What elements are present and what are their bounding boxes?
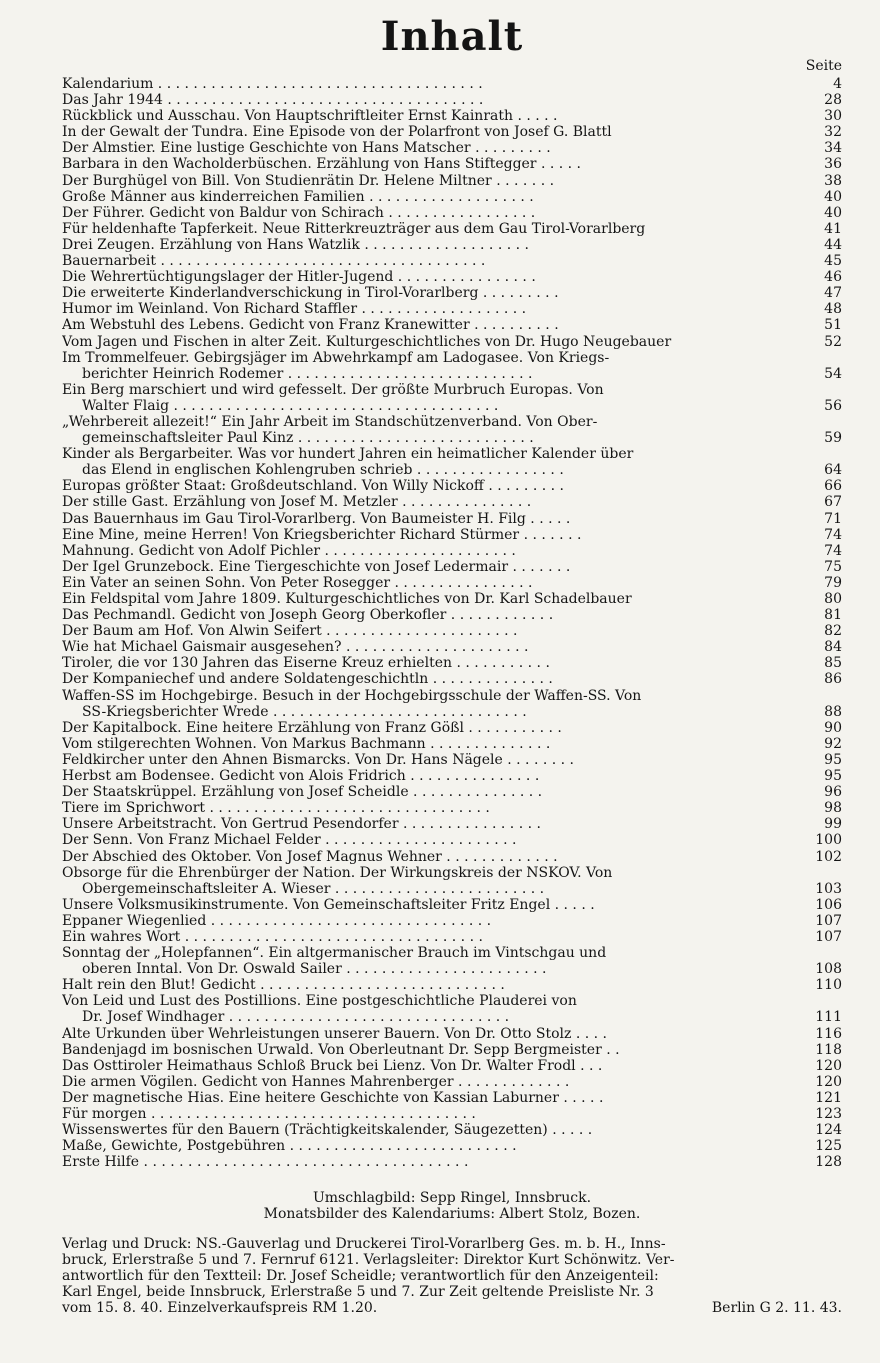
toc-entry: [62, 253, 842, 269]
toc-entry: [62, 591, 842, 607]
toc-entry: [62, 849, 842, 865]
toc-entry: [62, 511, 842, 527]
toc-page-number: 40: [824, 188, 842, 205]
toc-page-number: 128: [815, 1154, 842, 1171]
toc-entry-title: [62, 913, 804, 929]
toc-entry-line: Ein Berg marschiert und wird gefesselt. Der größte Murbruch Europas. Von: [62, 381, 604, 398]
toc-entry-title: [62, 494, 804, 510]
toc-entry-line: Für heldenhafte Tapferkeit. Neue Ritterkreuzträger aus dem Gau Tirol-Vorarlberg: [62, 220, 646, 237]
toc-entry: [62, 1106, 842, 1122]
toc-entry: [62, 156, 842, 172]
toc-entry-title: [62, 527, 804, 543]
toc-entry-line: Dr. Josef Windhager . . . . . . . . . . . . . . . . . . . . . . . . . . . . . . . .: [82, 1009, 510, 1026]
toc-entry: [62, 173, 842, 189]
cover-credits: [62, 1190, 842, 1222]
toc-page-number: 92: [824, 735, 842, 752]
toc-entry-title: [62, 993, 804, 1025]
toc-entry-line: Das Osttiroler Heimathaus Schloß Bruck bei Lienz. Von Dr. Walter Frodl . . .: [62, 1057, 603, 1074]
toc-page-number: 120: [815, 1057, 842, 1074]
toc-entry-line: Der stille Gast. Erzählung von Josef M. Metzler . . . . . . . . . . . . . . .: [62, 494, 532, 511]
imprint: [62, 1236, 842, 1316]
toc-entry-line: Die armen Vögilen. Gedicht von Hannes Mahrenberger . . . . . . . . . . . . .: [62, 1073, 570, 1090]
toc-entry: [62, 1074, 842, 1090]
toc-entry-line: Obsorge für die Ehrenbürger der Nation. Der Wirkungskreis der NSKOV. Von: [62, 864, 613, 881]
toc-entry-title: [62, 752, 804, 768]
toc-page-number: 59: [824, 430, 842, 447]
toc-entry-title: [62, 623, 804, 639]
toc-entry-line: Ein wahres Wort . . . . . . . . . . . . . . . . . . . . . . . . . . . . . . . . . .: [62, 928, 483, 945]
toc-entry: [62, 784, 842, 800]
toc-entry-line: SS-Kriegsberichter Wrede . . . . . . . . . . . . . . . . . . . . . . . . . . . . .: [82, 703, 527, 720]
toc-entry: [62, 285, 842, 301]
toc-page-number: 96: [824, 784, 842, 801]
toc-page-number: 54: [824, 365, 842, 382]
toc-entry-line: Wissenswertes für den Bauern (Trächtigkeitskalender, Säugezetten) . . . . .: [62, 1122, 593, 1139]
toc-entry-line: Eine Mine, meine Herren! Von Kriegsberichter Richard Stürmer . . . . . . .: [62, 526, 582, 543]
page-title: Inhalt: [380, 13, 524, 60]
toc-entry-title: [62, 253, 804, 269]
toc-entry-line: Herbst am Bodensee. Gedicht von Alois Fridrich . . . . . . . . . . . . . . .: [62, 768, 540, 785]
imprint-line: vom 15. 8. 40. Einzelverkaufspreis RM 1.20.: [62, 1300, 378, 1317]
toc-entry: [62, 832, 842, 848]
toc-entry-title: [62, 1122, 804, 1138]
toc-entry-line: Rückblick und Ausschau. Von Hauptschriftleiter Ernst Kainrath . . . . .: [62, 108, 558, 125]
toc-page-number: 107: [815, 928, 842, 945]
toc-page-number: 123: [815, 1106, 842, 1122]
imprint-line: bruck, Erlerstraße 5 und 7. Fernruf 6121. Verlagsleiter: Direktor Kurt Schönwitz. Ver-: [62, 1252, 675, 1269]
toc-entry-title: [62, 945, 804, 977]
toc-entry: [62, 76, 842, 92]
toc-entry: [62, 317, 842, 333]
toc-entry-line: Drei Zeugen. Erzählung von Hans Watzlik . . . . . . . . . . . . . . . . . . .: [62, 236, 529, 253]
toc-page-number: 99: [824, 816, 842, 833]
toc-page-number: 118: [815, 1041, 842, 1058]
toc-page-number: 110: [815, 977, 842, 994]
toc-entry: [62, 301, 842, 317]
toc-entry-title: [62, 205, 804, 221]
toc-entry: [62, 768, 842, 784]
toc-entry: [62, 607, 842, 623]
toc-entry-line: Bandenjagd im bosnischen Urwald. Von Oberleutnant Dr. Sepp Bergmeister . .: [62, 1041, 620, 1058]
toc-entry: [62, 124, 842, 140]
toc-entry-line: Der Baum am Hof. Von Alwin Seifert . . . . . . . . . . . . . . . . . . . . . .: [62, 623, 518, 640]
toc-entry-title: [62, 1138, 804, 1154]
toc-entry-title: [62, 655, 804, 671]
toc-entry-line: Das Pechmandl. Gedicht von Joseph Georg Oberkofler . . . . . . . . . . . .: [62, 607, 554, 624]
toc-entry: [62, 446, 842, 478]
toc-entry-line: Der Staatskrüppel. Erzählung von Josef Scheidle . . . . . . . . . . . . . . .: [62, 784, 543, 801]
toc-entry: [62, 382, 842, 414]
toc-entry: [62, 1122, 842, 1138]
toc-entry-title: [62, 189, 804, 205]
toc-page-number: 124: [815, 1122, 842, 1139]
toc-page-number: 30: [824, 108, 842, 125]
toc-entry-line: Die Wehrertüchtigungslager der Hitler-Jugend . . . . . . . . . . . . . . . .: [62, 269, 536, 286]
toc-page-number: 90: [824, 719, 842, 736]
toc-entry-title: [62, 720, 804, 736]
toc-entry: [62, 414, 842, 446]
toc-page-number: 4: [833, 76, 842, 92]
toc-entry: [62, 736, 842, 752]
toc-entry-line: Walter Flaig . . . . . . . . . . . . . . . . . . . . . . . . . . . . . . . . . . . . .: [82, 397, 499, 414]
imprint-last-row: [62, 1300, 842, 1316]
toc-entry: [62, 334, 842, 350]
toc-entry-title: [62, 559, 804, 575]
toc-entry-title: [62, 1026, 804, 1042]
toc-page-number: 79: [824, 574, 842, 591]
toc-entry-title: [62, 591, 804, 607]
toc-entry: [62, 993, 842, 1025]
toc-page-number: 66: [824, 478, 842, 495]
toc-page-number: 108: [815, 961, 842, 978]
toc-entry-title: [62, 784, 804, 800]
toc-entry-line: Kinder als Bergarbeiter. Was vor hundert Jahren ein heimatlicher Kalender über: [62, 446, 634, 463]
toc-page-number: 107: [815, 912, 842, 929]
toc-entry: [62, 543, 842, 559]
toc-entry-line: Vom stilgerechten Wohnen. Von Markus Bachmann . . . . . . . . . . . . . .: [62, 735, 551, 752]
toc-page-number: 52: [824, 333, 842, 350]
toc-entry: [62, 237, 842, 253]
toc-entry: [62, 688, 842, 720]
toc-entry-line: Halt rein den Blut! Gedicht . . . . . . . . . . . . . . . . . . . . . . . . . . . .: [62, 977, 505, 994]
toc-page-number: 32: [824, 124, 842, 141]
toc-entry-line: Der Kompaniechef und andere Soldatengeschichtln . . . . . . . . . . . . . .: [62, 671, 553, 688]
toc-entry-title: [62, 173, 804, 189]
toc-entry: [62, 865, 842, 897]
toc-page-number: 84: [824, 639, 842, 656]
toc-entry: [62, 639, 842, 655]
toc-entry-line: „Wehrbereit allezeit!“ Ein Jahr Arbeit im Standschützenverband. Von Ober-: [62, 413, 598, 430]
toc-entry: [62, 800, 842, 816]
toc-page-number: 80: [824, 591, 842, 607]
toc-entry-title: [62, 832, 804, 848]
toc-entry-line: Unsere Volksmusikinstrumente. Von Gemeinschaftsleiter Fritz Engel . . . . .: [62, 896, 595, 913]
toc-entry-line: Sonntag der „Holepfannen“. Ein altgermanischer Brauch im Vintschgau und: [62, 945, 607, 962]
toc-entry-line: Vom Jagen und Fischen in alter Zeit. Kulturgeschichtliches von Dr. Hugo Neugebauer: [62, 333, 672, 350]
toc-entry-line: Maße, Gewichte, Postgebühren . . . . . . . . . . . . . . . . . . . . . . . . . .: [62, 1138, 517, 1155]
toc-entry-line: Alte Urkunden über Wehrleistungen unserer Bauern. Von Dr. Otto Stolz . . . .: [62, 1025, 607, 1042]
toc-entry-title: [62, 92, 804, 108]
toc-entry: [62, 189, 842, 205]
toc-entry-title: [62, 1058, 804, 1074]
toc-entry-title: [62, 671, 804, 687]
toc-entry: [62, 945, 842, 977]
toc-entry-title: [62, 76, 804, 92]
toc-entry-title: [62, 511, 804, 527]
toc-entry-title: [62, 124, 804, 140]
toc-page-number: 106: [815, 896, 842, 913]
toc-entry-line: Bauernarbeit . . . . . . . . . . . . . . . . . . . . . . . . . . . . . . . . . . . . .: [62, 253, 486, 270]
toc-entry-title: [62, 800, 804, 816]
toc-page-number: 111: [815, 1009, 842, 1026]
toc-entry: [62, 752, 842, 768]
imprint-line: Karl Engel, beide Innsbruck, Erlerstraße 5 und 7. Zur Zeit geltende Preisliste Nr. 3: [62, 1284, 654, 1301]
toc-page-number: 74: [824, 526, 842, 543]
toc-entry-title: [62, 237, 804, 253]
toc-page-number: 74: [824, 542, 842, 559]
toc-entry-title: [62, 221, 804, 237]
toc-entry-line: Unsere Arbeitstracht. Von Gertrud Pesendorfer . . . . . . . . . . . . . . . .: [62, 816, 541, 833]
toc-entry-line: Erste Hilfe . . . . . . . . . . . . . . . . . . . . . . . . . . . . . . . . . . . . .: [62, 1154, 469, 1171]
toc-page-number: 98: [824, 800, 842, 817]
toc-entry-line: Der Führer. Gedicht von Baldur von Schirach . . . . . . . . . . . . . . . . .: [62, 204, 536, 221]
toc-entry-line: Tiere im Sprichwort . . . . . . . . . . . . . . . . . . . . . . . . . . . . . . . .: [62, 800, 490, 817]
toc-entry-title: [62, 350, 804, 382]
toc-entry-title: [62, 1154, 804, 1170]
toc-entry-title: [62, 1042, 804, 1058]
cover-credit-line: Umschlagbild: Sepp Ringel, Innsbruck.: [312, 1190, 592, 1207]
toc-entry-title: [62, 929, 804, 945]
toc-entry: [62, 816, 842, 832]
imprint-line: antwortlich für den Textteil: Dr. Josef Scheidle; verantwortlich für den Anzeigenteil:: [62, 1268, 659, 1285]
toc-page-number: 75: [824, 558, 842, 575]
toc-entry: [62, 494, 842, 510]
toc-page-number: 45: [824, 253, 842, 270]
toc-entry: [62, 575, 842, 591]
toc-entry-line: gemeinschaftsleiter Paul Kinz . . . . . . . . . . . . . . . . . . . . . . . . . . .: [82, 430, 534, 447]
toc-page-number: 47: [824, 285, 842, 302]
toc-entry: [62, 913, 842, 929]
toc-entry: [62, 527, 842, 543]
toc-page-number: 48: [824, 301, 842, 318]
toc-entry-title: [62, 977, 804, 993]
toc-entry-title: [62, 607, 804, 623]
toc-page-number: 46: [824, 269, 842, 286]
toc-entry-title: [62, 897, 804, 913]
toc-entry-title: [62, 108, 804, 124]
toc-page-number: 86: [824, 671, 842, 688]
toc-page-number: 82: [824, 623, 842, 640]
calendar-credit-line: Monatsbilder des Kalendariums: Albert Stolz, Bozen.: [263, 1206, 641, 1223]
toc-page-number: 44: [824, 236, 842, 253]
toc-entry-line: Ein Vater an seinen Sohn. Von Peter Rosegger . . . . . . . . . . . . . . . .: [62, 574, 533, 591]
toc-entry-line: Der Burghügel von Bill. Von Studienrätin Dr. Helene Miltner . . . . . . .: [62, 172, 555, 189]
toc-page-number: 40: [824, 204, 842, 221]
toc-page-number: 95: [824, 768, 842, 785]
toc-page-number: 103: [815, 880, 842, 897]
print-mark: Berlin G 2. 11. 43.: [711, 1300, 842, 1317]
toc-entry-title: [62, 478, 804, 494]
toc-entry-title: [62, 639, 804, 655]
toc-entry-line: In der Gewalt der Tundra. Eine Episode von der Polarfront von Josef G. Blattl: [62, 124, 612, 141]
toc-page-number: 34: [824, 140, 842, 157]
toc-entry-title: [62, 1106, 804, 1122]
toc-entry-line: das Elend in englischen Kohlengruben schrieb . . . . . . . . . . . . . . . . .: [82, 462, 564, 479]
toc-entry: [62, 1026, 842, 1042]
toc-page-number: 81: [824, 607, 842, 624]
toc-entry-line: Wie hat Michael Gaismair ausgesehen? . . . . . . . . . . . . . . . . . . . . .: [62, 639, 529, 656]
toc-page-number: 88: [824, 703, 842, 720]
toc-entry-line: Am Webstuhl des Lebens. Gedicht von Franz Kranewitter . . . . . . . . . .: [62, 317, 559, 334]
toc-entry-title: [62, 446, 804, 478]
toc-entry-line: Das Bauernhaus im Gau Tirol-Vorarlberg. Von Baumeister H. Filg . . . . .: [62, 510, 571, 527]
toc-entry-line: Für morgen . . . . . . . . . . . . . . . . . . . . . . . . . . . . . . . . . . . . .: [62, 1106, 476, 1122]
toc-entry-title: [62, 543, 804, 559]
toc-entry-title: [62, 736, 804, 752]
toc-entry: [62, 221, 842, 237]
toc-entry-line: Von Leid und Lust des Postillions. Eine postgeschichtliche Plauderei von: [62, 993, 577, 1010]
toc-entry-line: Eppaner Wiegenlied . . . . . . . . . . . . . . . . . . . . . . . . . . . . . . . .: [62, 912, 492, 929]
table-of-contents: [62, 76, 842, 1170]
toc-page-number: 102: [815, 848, 842, 865]
toc-entry: [62, 205, 842, 221]
toc-page-number: 36: [824, 156, 842, 173]
toc-entry-line: Waffen-SS im Hochgebirge. Besuch in der Hochgebirgsschule der Waffen-SS. Von: [62, 687, 642, 704]
toc-entry-line: Kalendarium . . . . . . . . . . . . . . . . . . . . . . . . . . . . . . . . . . . . .: [62, 76, 483, 92]
toc-entry: [62, 1042, 842, 1058]
toc-page-number: 95: [824, 751, 842, 768]
toc-entry-line: Der Senn. Von Franz Michael Felder . . . . . . . . . . . . . . . . . . . . . .: [62, 832, 517, 849]
toc-page-number: 71: [824, 510, 842, 527]
toc-entry-line: berichter Heinrich Rodemer . . . . . . . . . . . . . . . . . . . . . . . . . . . .: [82, 365, 533, 382]
toc-entry-title: [62, 816, 804, 832]
toc-entry-line: Das Jahr 1944 . . . . . . . . . . . . . . . . . . . . . . . . . . . . . . . . . . . .: [62, 92, 484, 109]
toc-entry: [62, 1154, 842, 1170]
toc-entry-line: Tiroler, die vor 130 Jahren das Eiserne Kreuz erhielten . . . . . . . . . . .: [62, 655, 550, 672]
toc-entry-title: [62, 285, 804, 301]
toc-entry: [62, 720, 842, 736]
toc-page-number: 85: [824, 655, 842, 672]
toc-entry-title: [62, 382, 804, 414]
toc-page-number: 67: [824, 494, 842, 511]
toc-entry-line: Obergemeinschaftsleiter A. Wieser . . . . . . . . . . . . . . . . . . . . . . . .: [82, 880, 545, 897]
toc-entry-title: [62, 269, 804, 285]
toc-entry-title: [62, 768, 804, 784]
toc-entry-title: [62, 1074, 804, 1090]
toc-entry-title: [62, 688, 804, 720]
toc-entry-line: Der Abschied des Oktober. Von Josef Magnus Wehner . . . . . . . . . . . . .: [62, 848, 558, 865]
toc-entry-title: [62, 865, 804, 897]
toc-entry: [62, 92, 842, 108]
toc-entry-line: Der Igel Grunzebock. Eine Tiergeschichte von Josef Ledermair . . . . . . .: [62, 558, 571, 575]
toc-page-number: 121: [815, 1089, 842, 1106]
toc-entry: [62, 977, 842, 993]
toc-entry-title: [62, 575, 804, 591]
toc-entry: [62, 1090, 842, 1106]
toc-entry: [62, 897, 842, 913]
toc-entry-title: [62, 156, 804, 172]
toc-page-number: 38: [824, 172, 842, 189]
toc-entry-line: Humor im Weinland. Von Richard Staffler . . . . . . . . . . . . . . . . . . .: [62, 301, 527, 318]
toc-entry: [62, 1138, 842, 1154]
toc-entry-line: Ein Feldspital vom Jahre 1809. Kulturgeschichtliches von Dr. Karl Schadelbauer: [62, 591, 632, 607]
toc-page-number: 120: [815, 1073, 842, 1090]
toc-entry: [62, 269, 842, 285]
toc-entry-title: [62, 1090, 804, 1106]
toc-entry-line: oberen Inntal. Von Dr. Oswald Sailer . . . . . . . . . . . . . . . . . . . . . . .: [82, 961, 547, 978]
toc-entry-line: Große Männer aus kinderreichen Familien . . . . . . . . . . . . . . . . . . .: [62, 188, 534, 205]
page-column-label: Seite: [805, 58, 842, 74]
toc-entry: [62, 929, 842, 945]
toc-entry: [62, 671, 842, 687]
toc-entry-title: [62, 849, 804, 865]
toc-page-number: 28: [824, 92, 842, 109]
toc-entry-line: Der Kapitalbock. Eine heitere Erzählung von Franz Gößl . . . . . . . . . . .: [62, 719, 562, 736]
imprint-line: Verlag und Druck: NS.-Gauverlag und Druckerei Tirol-Vorarlberg Ges. m. b. H., Inns-: [62, 1236, 666, 1253]
toc-entry: [62, 1058, 842, 1074]
toc-entry-line: Der Almstier. Eine lustige Geschichte von Hans Matscher . . . . . . . . .: [62, 140, 551, 157]
toc-page-number: 116: [815, 1025, 842, 1042]
toc-entry: [62, 655, 842, 671]
toc-page-number: 56: [824, 397, 842, 414]
toc-entry-line: Die erweiterte Kinderlandverschickung in Tirol-Vorarlberg . . . . . . . . .: [62, 285, 559, 302]
toc-entry-title: [62, 140, 804, 156]
toc-entry-line: Der magnetische Hias. Eine heitere Geschichte von Kassian Laburner . . . . .: [62, 1089, 604, 1106]
toc-entry: [62, 108, 842, 124]
toc-entry-line: Mahnung. Gedicht von Adolf Pichler . . . . . . . . . . . . . . . . . . . . . .: [62, 542, 516, 559]
toc-entry-line: Feldkircher unter den Ahnen Bismarcks. Von Dr. Hans Nägele . . . . . . . .: [62, 751, 574, 768]
toc-entry: [62, 140, 842, 156]
toc-entry-line: Barbara in den Wacholderbüschen. Erzählung von Hans Stiftegger . . . . .: [62, 156, 582, 173]
toc-entry-title: [62, 334, 804, 350]
toc-entry-line: Im Trommelfeuer. Gebirgsjäger im Abwehrkampf am Ladogasee. Von Kriegs-: [62, 349, 610, 366]
toc-page-number: 64: [824, 462, 842, 479]
toc-page-number: 41: [824, 220, 842, 237]
toc-entry-line: Europas größter Staat: Großdeutschland. Von Willy Nickoff . . . . . . . . .: [62, 478, 564, 495]
toc-entry-title: [62, 301, 804, 317]
toc-entry-title: [62, 317, 804, 333]
toc-page-number: 125: [815, 1138, 842, 1155]
toc-entry: [62, 623, 842, 639]
toc-entry-title: [62, 414, 804, 446]
toc-entry: [62, 478, 842, 494]
toc-entry: [62, 559, 842, 575]
toc-page-number: 100: [815, 832, 842, 849]
toc-entry: [62, 350, 842, 382]
toc-page-number: 51: [824, 317, 842, 334]
